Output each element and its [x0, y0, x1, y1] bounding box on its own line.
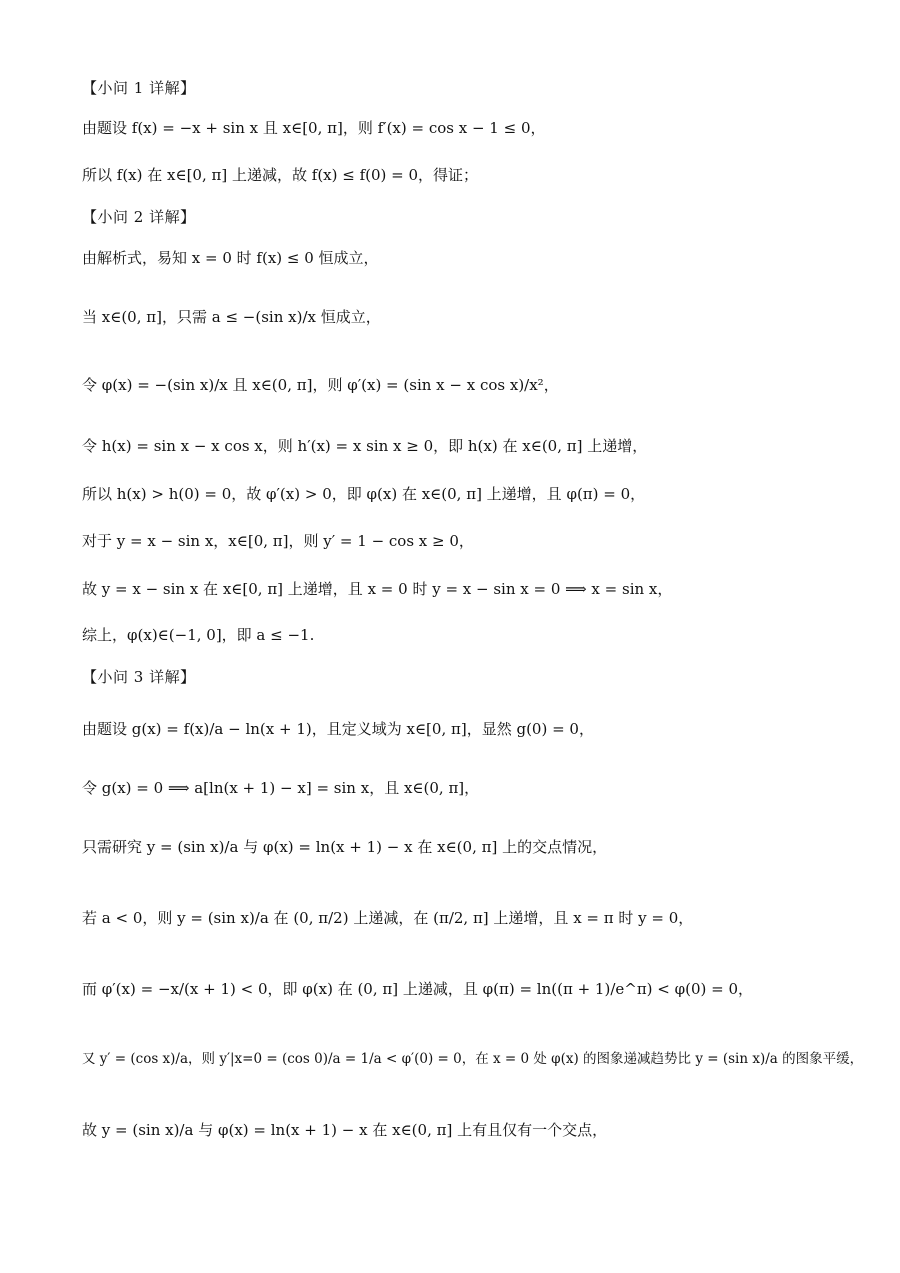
part3-line-3: 只需研究 y = (sin x)/a 与 φ(x) = ln(x + 1) − x 在 x∈(0, π] 上的交点情况， [82, 838, 608, 856]
part2-line-7: 故 y = x − sin x 在 x∈[0, π] 上递增，且 x = 0 时 y = x − sin x = 0 ⟹ x = sin x， [82, 580, 673, 598]
part2-line-8: 综上，φ(x)∈(−1, 0]，即 a ≤ −1. [82, 626, 315, 644]
part3-line-5: 而 φ′(x) = −x/(x + 1) < 0，即 φ(x) 在 (0, π] 上递减，且 φ(π) = ln((π + 1)/e^π) < φ(0) = 0， [82, 980, 754, 998]
part2-heading: 【小问 2 详解】 [82, 208, 196, 226]
part2-line-2: 当 x∈(0, π]，只需 a ≤ −(sin x)/x 恒成立， [82, 308, 381, 326]
part3-line-4: 若 a < 0，则 y = (sin x)/a 在 (0, π/2) 上递减，在 (π/2, π] 上递增，且 x = π 时 y = 0， [82, 909, 694, 927]
part3-heading: 【小问 3 详解】 [82, 668, 196, 686]
part3-line-7: 故 y = (sin x)/a 与 φ(x) = ln(x + 1) − x 在 x∈(0, π] 上有且仅有一个交点， [82, 1121, 608, 1139]
part1-line-1: 由题设 f(x) = −x + sin x 且 x∈[0, π]，则 f′(x) = cos x − 1 ≤ 0， [82, 119, 546, 137]
part1-line-2: 所以 f(x) 在 x∈[0, π] 上递减，故 f(x) ≤ f(0) = 0，得证； [82, 166, 479, 184]
part2-line-4: 令 h(x) = sin x − x cos x，则 h′(x) = x sin x ≥ 0，即 h(x) 在 x∈(0, π] 上递增， [82, 437, 648, 455]
part3-line-1: 由题设 g(x) = f(x)/a − ln(x + 1)，且定义域为 x∈[0, π]，显然 g(0) = 0， [82, 720, 594, 738]
part2-line-3: 令 φ(x) = −(sin x)/x 且 x∈(0, π]，则 φ′(x) = (sin x − x cos x)/x²， [82, 376, 559, 394]
part2-line-5: 所以 h(x) > h(0) = 0，故 φ′(x) > 0，即 φ(x) 在 x∈(0, π] 上递增，且 φ(π) = 0， [82, 485, 646, 503]
part2-line-6: 对于 y = x − sin x，x∈[0, π]，则 y′ = 1 − cos x ≥ 0， [82, 532, 474, 550]
part3-line-6: 又 y′ = (cos x)/a，则 y′|x=0 = (cos 0)/a = 1/a < φ′(0) = 0，在 x = 0 处 φ(x) 的图象递减趋势比 y = (sin x)/a 的图象平缓， [82, 1051, 864, 1067]
part2-line-1: 由解析式，易知 x = 0 时 f(x) ≤ 0 恒成立， [82, 249, 379, 267]
part1-heading: 【小问 1 详解】 [82, 79, 196, 97]
part3-line-2: 令 g(x) = 0 ⟹ a[ln(x + 1) − x] = sin x，且 x∈(0, π]， [82, 779, 480, 797]
